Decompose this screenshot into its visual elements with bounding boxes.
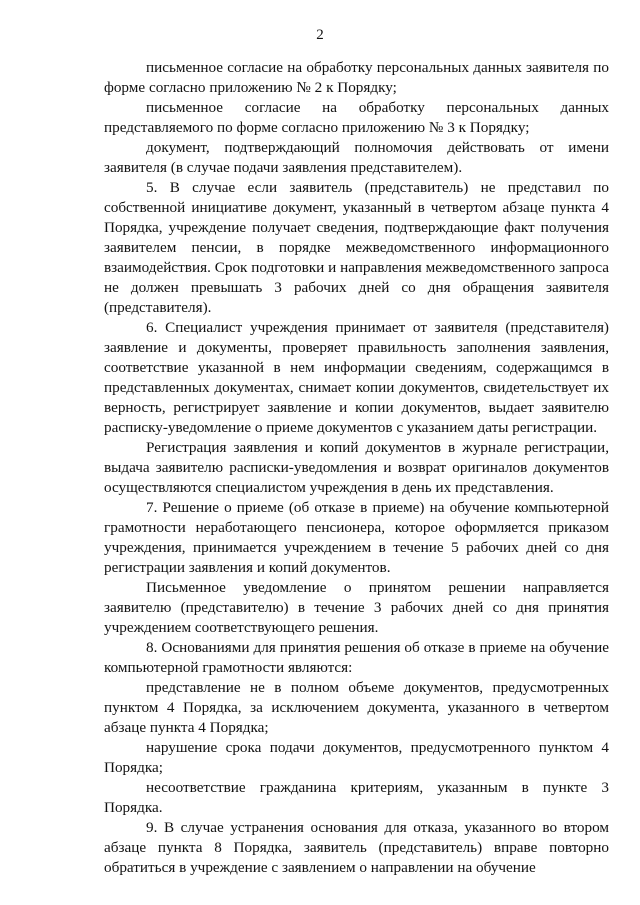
document-body	[104, 58, 609, 878]
paragraph-consent-represented: письменное согласие на обработку персональных данных представляемого по форме согласно приложению № 3 к Порядку;	[104, 99, 609, 136]
paragraph-item-6: 6. Специалист учреждения принимает от заявителя (представителя) заявление и документы, проверяет правильность заполнения заявления, соответствие указанной в нем информации сведениям, содержащимся в представленных документах, снимает копии документов, свидетельствует их верность, регистрирует заявление и копии документов, выдает заявителю расписку-уведомление о приеме документов с указанием даты регистрации.	[104, 319, 609, 436]
paragraph-item-8: 8. Основаниями для принятия решения об отказе в приеме на обучение компьютерной грамотности являются:	[104, 639, 609, 676]
paragraph-refusal-ground-2: нарушение срока подачи документов, предусмотренного пунктом 4 Порядка;	[104, 739, 609, 776]
paragraph-refusal-ground-3: несоответствие гражданина критериям, указанным в пункте 3 Порядка.	[104, 779, 609, 816]
paragraph-refusal-ground-1: представление не в полном объеме документов, предусмотренных пунктом 4 Порядка, за исключением документа, указанного в четвертом абзаце пункта 4 Порядка;	[104, 679, 609, 736]
paragraph-consent-applicant: письменное согласие на обработку персональных данных заявителя по форме согласно приложению № 2 к Порядку;	[104, 59, 609, 96]
paragraph-item-9: 9. В случае устранения основания для отказа, указанного во втором абзаце пункта 8 Порядка, заявитель (представитель) вправе повторно обратиться в учреждение с заявлением о направлении на обучение	[104, 819, 609, 876]
paragraph-registration: Регистрация заявления и копий документов в журнале регистрации, выдача заявителю расписки-уведомления и возврат оригиналов документов осуществляются специалистом учреждения в день их представления.	[104, 439, 609, 496]
paragraph-item-7: 7. Решение о приеме (об отказе в приеме) на обучение компьютерной грамотности неработающего пенсионера, которое оформляется приказом учреждения, принимается учреждением в течение 5 рабочих дней со дня регистрации заявления и копий документов.	[104, 499, 609, 576]
paragraph-notification: Письменное уведомление о принятом решении направляется заявителю (представителю) в течение 3 рабочих дней со дня принятия учреждением соответствующего решения.	[104, 579, 609, 636]
paragraph-item-5: 5. В случае если заявитель (представитель) не представил по собственной инициативе документ, указанный в четвертом абзаце пункта 4 Порядка, учреждение получает сведения, подтверждающие факт получения заявителем пенсии, в порядке межведомственного информационного взаимодействия. Срок подготовки и направления межведомственного запроса не должен превышать 3 рабочих дней со дня обращения заявителя (представителя).	[104, 179, 609, 316]
paragraph-power-of-attorney: документ, подтверждающий полномочия действовать от имени заявителя (в случае подачи заявления представителем).	[104, 139, 609, 176]
page-number: 2	[316, 27, 324, 43]
